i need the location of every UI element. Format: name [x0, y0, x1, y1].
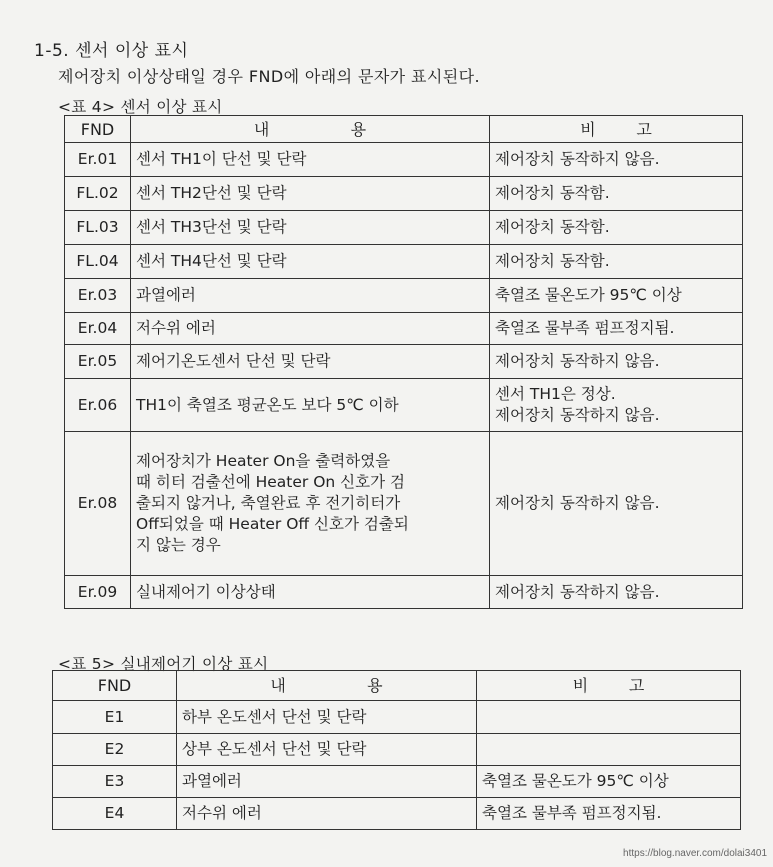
table5-caption: <표 5> 실내제어기 이상 표시	[58, 655, 269, 673]
fnd-code-cell: FL.02	[65, 177, 131, 211]
content-line: 센서 TH3단선 및 단락	[136, 218, 287, 236]
table-row	[53, 701, 741, 734]
table-row	[53, 734, 741, 766]
note-cell	[490, 576, 743, 609]
content-cell	[177, 701, 477, 734]
table-header-row	[65, 116, 743, 143]
content-line: 저수위 에러	[136, 319, 216, 337]
content-cell	[131, 143, 490, 177]
note-line: 제어장치 동작함.	[495, 252, 610, 270]
note-line: 축열조 물부족 펌프정지됨.	[482, 804, 662, 822]
content-line: 과열에러	[182, 772, 242, 790]
content-cell	[131, 345, 490, 379]
note-line: 축열조 물온도가 95℃ 이상	[482, 772, 669, 790]
blog-watermark: https://blog.naver.com/dolai3401	[623, 848, 767, 859]
content-line: 때 히터 검출선에 Heater On 신호가 검	[136, 473, 405, 491]
note-cell	[490, 245, 743, 279]
content-cell	[131, 211, 490, 245]
note-line: 제어장치 동작하지 않음.	[495, 582, 660, 601]
table-row	[65, 245, 743, 279]
fnd-code-cell: E2	[53, 734, 177, 766]
fnd-code-cell: E4	[53, 798, 177, 830]
note-cell	[490, 345, 743, 379]
note-cell	[490, 177, 743, 211]
section-title: 1-5. 센서 이상 표시	[34, 41, 189, 61]
fnd-code-cell: E3	[53, 766, 177, 798]
content-line: 저수위 에러	[182, 804, 262, 822]
section-description: 제어장치 이상상태일 경우 FND에 아래의 문자가 표시된다.	[58, 67, 480, 86]
content-line: 지 않는 경우	[136, 536, 221, 554]
content-line: 하부 온도센서 단선 및 단락	[182, 707, 367, 726]
note-line: 축열조 물온도가 95℃ 이상	[495, 286, 682, 304]
table-row	[65, 345, 743, 379]
content-cell	[177, 766, 477, 798]
content-line: 센서 TH4단선 및 단락	[136, 252, 287, 270]
table-row	[65, 143, 743, 177]
content-line: 제어장치가 Heater On을 출력하였을	[136, 452, 391, 470]
note-cell	[490, 279, 743, 313]
header-note: 비 고	[490, 116, 743, 143]
fnd-code-cell: Er.09	[65, 576, 131, 609]
note-line: 제어장치 동작하지 않음.	[495, 406, 660, 424]
note-cell	[490, 379, 743, 432]
content-line: Off되었을 때 Heater Off 신호가 검출되	[136, 515, 409, 533]
content-cell	[131, 177, 490, 211]
content-line: 실내제어기 이상상태	[136, 582, 276, 601]
note-cell	[490, 432, 743, 576]
note-line: 제어장치 동작함.	[495, 184, 610, 202]
content-cell	[131, 313, 490, 345]
content-cell	[131, 279, 490, 313]
fnd-code-cell: FL.04	[65, 245, 131, 279]
content-cell	[131, 245, 490, 279]
table-row	[65, 379, 743, 432]
header-note: 비 고	[477, 671, 741, 701]
fnd-code-cell: FL.03	[65, 211, 131, 245]
note-cell	[477, 734, 741, 766]
content-cell	[131, 379, 490, 432]
content-line: 센서 TH1이 단선 및 단락	[136, 150, 307, 168]
note-line: 센서 TH1은 정상.	[495, 385, 616, 403]
content-line: TH1이 축열조 평균온도 보다 5℃ 이하	[136, 395, 399, 414]
note-cell	[477, 766, 741, 798]
fnd-code-cell: E1	[53, 701, 177, 734]
content-line: 센서 TH2단선 및 단락	[136, 184, 287, 202]
note-cell	[477, 701, 741, 734]
table-row	[65, 211, 743, 245]
content-line: 제어기온도센서 단선 및 단락	[136, 352, 331, 370]
note-line: 제어장치 동작하지 않음.	[495, 352, 660, 370]
note-line: 제어장치 동작함.	[495, 218, 610, 236]
fnd-code-cell: Er.06	[65, 379, 131, 432]
table-row	[65, 432, 743, 576]
table-row	[65, 177, 743, 211]
table-row	[65, 313, 743, 345]
fnd-code-cell: Er.05	[65, 345, 131, 379]
header-content: 내 용	[177, 671, 477, 701]
table5-body	[53, 701, 741, 830]
note-line: 축열조 물부족 펌프정지됨.	[495, 319, 675, 337]
fnd-code-cell: Er.01	[65, 143, 131, 177]
note-line: 제어장치 동작하지 않음.	[495, 494, 660, 512]
fnd-code-cell: Er.03	[65, 279, 131, 313]
indoor-controller-error-table	[52, 670, 741, 830]
table-header-row	[53, 671, 741, 701]
table4-caption: <표 4> 센서 이상 표시	[58, 98, 223, 116]
note-cell	[490, 143, 743, 177]
fnd-code-cell: Er.04	[65, 313, 131, 345]
content-line: 출되지 않거나, 축열완료 후 전기히터가	[136, 494, 401, 512]
content-cell	[131, 576, 490, 609]
note-cell	[490, 211, 743, 245]
table4-body	[65, 143, 743, 609]
fnd-code-cell: Er.08	[65, 432, 131, 576]
table-row	[65, 576, 743, 609]
header-content: 내 용	[131, 116, 490, 143]
note-cell	[477, 798, 741, 830]
content-cell	[131, 432, 490, 576]
note-line: 제어장치 동작하지 않음.	[495, 150, 660, 168]
content-line: 과열에러	[136, 286, 196, 304]
note-cell	[490, 313, 743, 345]
table-row	[53, 798, 741, 830]
table-row	[53, 766, 741, 798]
content-cell	[177, 798, 477, 830]
table-row	[65, 279, 743, 313]
header-fnd: FND	[53, 671, 177, 701]
content-cell	[177, 734, 477, 766]
header-fnd: FND	[65, 116, 131, 143]
sensor-error-table	[64, 115, 743, 609]
content-line: 상부 온도센서 단선 및 단락	[182, 740, 367, 758]
